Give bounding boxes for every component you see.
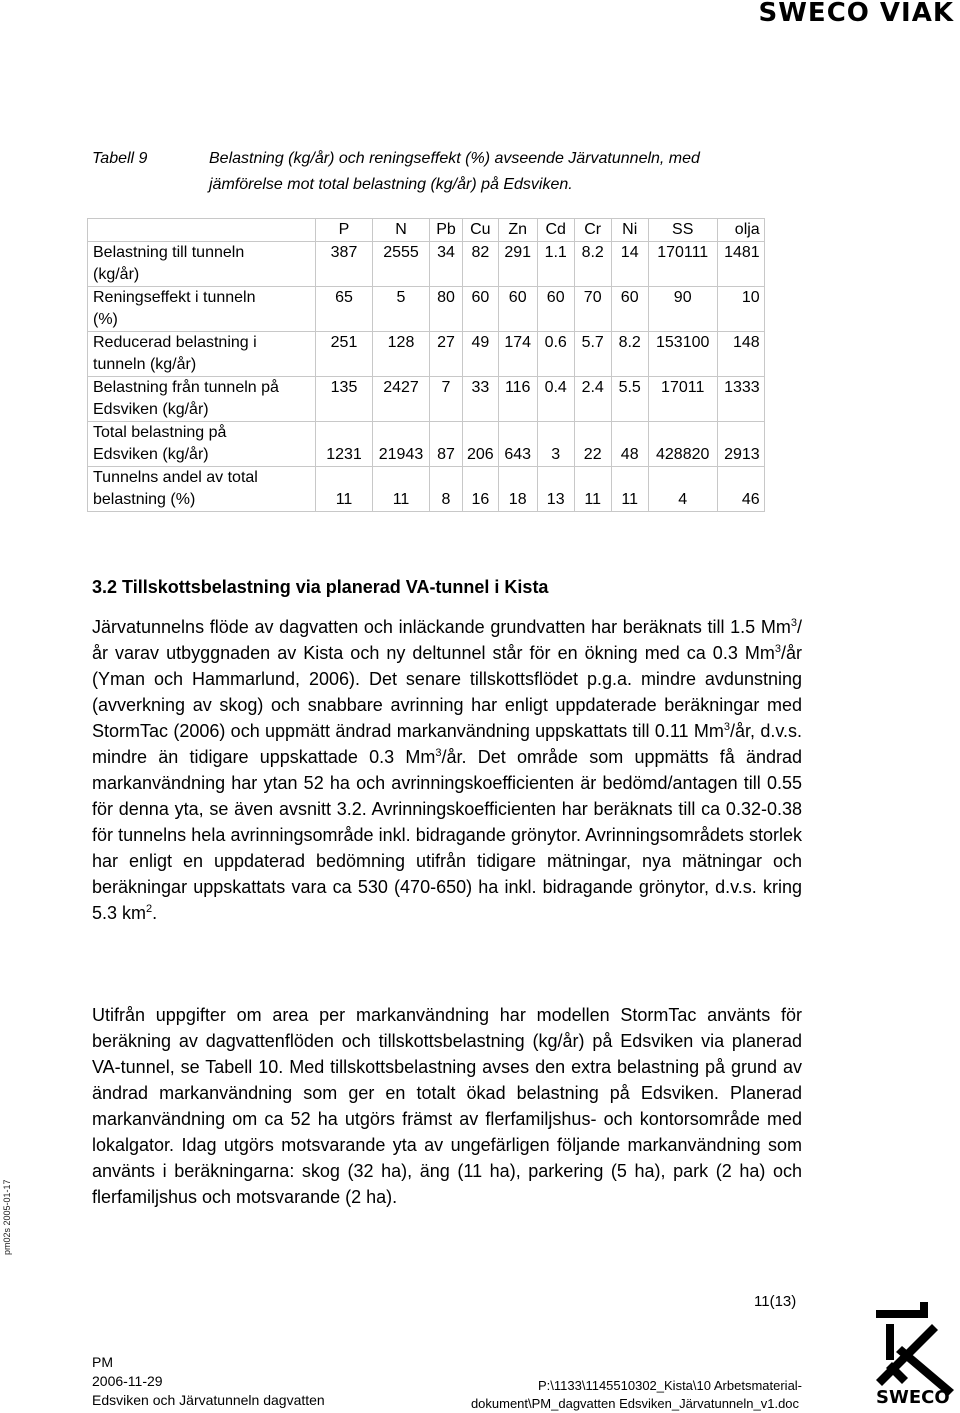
table-cell: 8 [430, 467, 463, 512]
table-cell: 48 [611, 422, 648, 467]
row-label-line: (%) [93, 311, 118, 328]
side-template-code: pm02s 2005-01-17 [2, 1179, 12, 1255]
col-header: N [373, 219, 430, 242]
brand-header: SWECO VIAK [758, 0, 954, 28]
row-label-line: tunneln (kg/år) [93, 356, 197, 373]
table-cell: 11 [611, 467, 648, 512]
table-cell: 33 [463, 377, 499, 422]
para-text: /år, d.v.s. mindre än tidigare uppskattade 0.3 Mm [92, 721, 802, 767]
table-cell: 5.5 [611, 377, 648, 422]
table-cell: 80 [430, 287, 463, 332]
table-cell: 70 [574, 287, 611, 332]
table-cell: 135 [316, 377, 373, 422]
table-cell: 17011 [648, 377, 717, 422]
row-label-line: Belastning till tunneln [93, 244, 245, 261]
superscript: 3 [723, 721, 730, 733]
para-text: /år (Yman och Hammarlund, 2006). Det senare tillskottsflödet p.g.a. mindre avdunstning (avverkning av skog) och snabbare avrinning har enligt uppdaterade beräkningar med StormTac (2006) och uppmätt ändrad markanvändning uppskattats till 0.11 Mm [92, 643, 802, 741]
table-cell: 87 [430, 422, 463, 467]
table-cell: 60 [463, 287, 499, 332]
section-heading: 3.2 Tillskottsbelastning via planerad VA-tunnel i Kista [92, 577, 549, 597]
col-header: Cr [574, 219, 611, 242]
table-cell: 18 [498, 467, 537, 512]
table-cell: 60 [611, 287, 648, 332]
page-number: 11(13) [754, 1293, 797, 1310]
para-text: Järvatunnelns flöde av dagvatten och inläckande grundvatten har beräknats till 1.5 Mm [92, 617, 791, 637]
para-text: . [152, 903, 158, 923]
footer-path-line-2: dokument\PM_dagvatten Edsviken_Järvatunneln_v1.doc [470, 1396, 800, 1411]
superscript: 3 [790, 617, 797, 629]
table-header-row [88, 219, 765, 242]
footer-date: 2006-11-29 [92, 1373, 163, 1389]
table-cell: 8.2 [611, 332, 648, 377]
table-cell: 387 [316, 242, 373, 287]
caption-line-1: Belastning (kg/år) och reningseffekt (%) avseende Järvatunneln, med [209, 150, 700, 167]
superscript: 3 [435, 747, 442, 759]
table-cell: 0.6 [537, 332, 574, 377]
table-cell: 13 [537, 467, 574, 512]
footer-path [455, 1377, 815, 1413]
table-cell: 2.4 [574, 377, 611, 422]
col-header: P [316, 219, 373, 242]
row-label-line: (kg/år) [93, 266, 140, 283]
table-cell: 82 [463, 242, 499, 287]
table-cell: 90 [648, 287, 717, 332]
table-row [88, 242, 765, 287]
table-cell: 291 [498, 242, 537, 287]
row-label-line: Edsviken (kg/år) [93, 446, 209, 463]
table-cell: 65 [316, 287, 373, 332]
table-cell: 2427 [373, 377, 430, 422]
col-header: Cu [463, 219, 499, 242]
table-cell: 14 [611, 242, 648, 287]
col-header: Ni [611, 219, 648, 242]
table-cell: 10 [717, 287, 764, 332]
table-cell: 153100 [648, 332, 717, 377]
col-header: SS [648, 219, 717, 242]
row-label [88, 422, 316, 467]
table-cell: 5 [373, 287, 430, 332]
table-corner [88, 219, 316, 242]
table-cell: 16 [463, 467, 499, 512]
table-cell: 1481 [717, 242, 764, 287]
footer-doc-type: PM [92, 1354, 113, 1370]
table-row [88, 377, 765, 422]
table-cell: 49 [463, 332, 499, 377]
row-label [88, 242, 316, 287]
footer-title: Edsviken och Järvatunneln dagvatten [92, 1392, 325, 1408]
table-cell: 27 [430, 332, 463, 377]
col-header: Cd [537, 219, 574, 242]
table-cell: 174 [498, 332, 537, 377]
table-row [88, 467, 765, 512]
table-cell: 46 [717, 467, 764, 512]
table-cell: 2555 [373, 242, 430, 287]
table-cell: 428820 [648, 422, 717, 467]
col-header: olja [717, 219, 764, 242]
table-cell: 643 [498, 422, 537, 467]
para-text: /år varav utbyggnaden av Kista och ny deltunnel står för en ökning med ca 0.3 Mm [92, 617, 802, 663]
table-cell: 1333 [717, 377, 764, 422]
paragraph-2: Utifrån uppgifter om area per markanvändning har modellen StormTac använts för beräkning av dagvattenflöden och tillskottsbelastning (kg/år) på Edsviken via planerad VA-tunnel, se Tabell 10. Med tillskottsbelastning avses den extra belastning på grund av ändrad markanvändning som ger en totalt ökad belastning på Edsviken. Planerad markanvändning om ca 52 ha utgörs främst av flerfamiljshus- och kontorsområde med lokalgator. Idag utgörs motsvarande yta av ungefärligen följande markanvändning som använts i beräkningarna: skog (32 ha), äng (11 ha), parkering (5 ha), park (2 ha) och flerfamiljshus och motsvarande (2 ha). [92, 1005, 802, 1207]
table-row [88, 332, 765, 377]
row-label [88, 467, 316, 512]
table-cell: 11 [574, 467, 611, 512]
paragraph-1 [92, 614, 802, 926]
table-cell: 34 [430, 242, 463, 287]
table-cell: 4 [648, 467, 717, 512]
table-cell: 11 [316, 467, 373, 512]
table-row [88, 287, 765, 332]
table-cell: 8.2 [574, 242, 611, 287]
caption-line-2: jämförelse mot total belastning (kg/år) på Edsviken. [209, 176, 573, 193]
col-header: Zn [498, 219, 537, 242]
table-cell: 128 [373, 332, 430, 377]
table-cell: 148 [717, 332, 764, 377]
row-label-line: Reningseffekt i tunneln [93, 289, 256, 306]
table-cell: 60 [537, 287, 574, 332]
row-label-line: Total belastning på [93, 424, 227, 441]
row-label-line: Reducerad belastning i [93, 334, 257, 351]
table-cell: 170111 [648, 242, 717, 287]
col-header: Pb [430, 219, 463, 242]
row-label-line: Edsviken (kg/år) [93, 401, 209, 418]
row-label [88, 332, 316, 377]
row-label-line: Belastning från tunneln på [93, 379, 279, 396]
table-cell: 7 [430, 377, 463, 422]
superscript: 3 [774, 643, 781, 655]
para-text: /år. Det område som uppmätts få ändrad markanvändning har ytan 52 ha och avrinningskoefficienten är bedömd/antagen till 0.55 för denna yta, se även avsnitt 3.2. Avrinningskoefficienten har beräknats till ca 0.32-0.38 för tunnelns hela avrinningsområde inkl. bidragande grönytor. Avrinningsområdets storlek har enligt en uppdaterad bedömning utifrån tidigare mätningar, nya mätningar och beräkningar uppskattats vara ca 530 (470-650) ha inkl. bidragande grönytor, d.v.s. kring 5.3 km [92, 747, 802, 923]
caption-text [209, 146, 769, 198]
superscript: 2 [146, 903, 153, 915]
logo-wordmark: SWECO [876, 1387, 950, 1408]
table-cell: 5.7 [574, 332, 611, 377]
table-cell: 11 [373, 467, 430, 512]
table-cell: 206 [463, 422, 499, 467]
row-label [88, 377, 316, 422]
table-cell: 1231 [316, 422, 373, 467]
row-label-line: Tunnelns andel av total [93, 469, 258, 486]
table-cell: 116 [498, 377, 537, 422]
caption-label: Tabell 9 [92, 150, 148, 167]
table-row [88, 422, 765, 467]
row-label [88, 287, 316, 332]
table-cell: 0.4 [537, 377, 574, 422]
table-cell: 60 [498, 287, 537, 332]
table-cell: 21943 [373, 422, 430, 467]
table-cell: 3 [537, 422, 574, 467]
footer-path-line-1: P:\1133\1145510302_Kista\10 Arbetsmaterial- [537, 1378, 803, 1393]
row-label-line: belastning (%) [93, 491, 196, 508]
table-cell: 251 [316, 332, 373, 377]
table-cell: 1.1 [537, 242, 574, 287]
load-table [87, 218, 765, 512]
table-cell: 2913 [717, 422, 764, 467]
footer-left [92, 1353, 325, 1410]
table-cell: 22 [574, 422, 611, 467]
